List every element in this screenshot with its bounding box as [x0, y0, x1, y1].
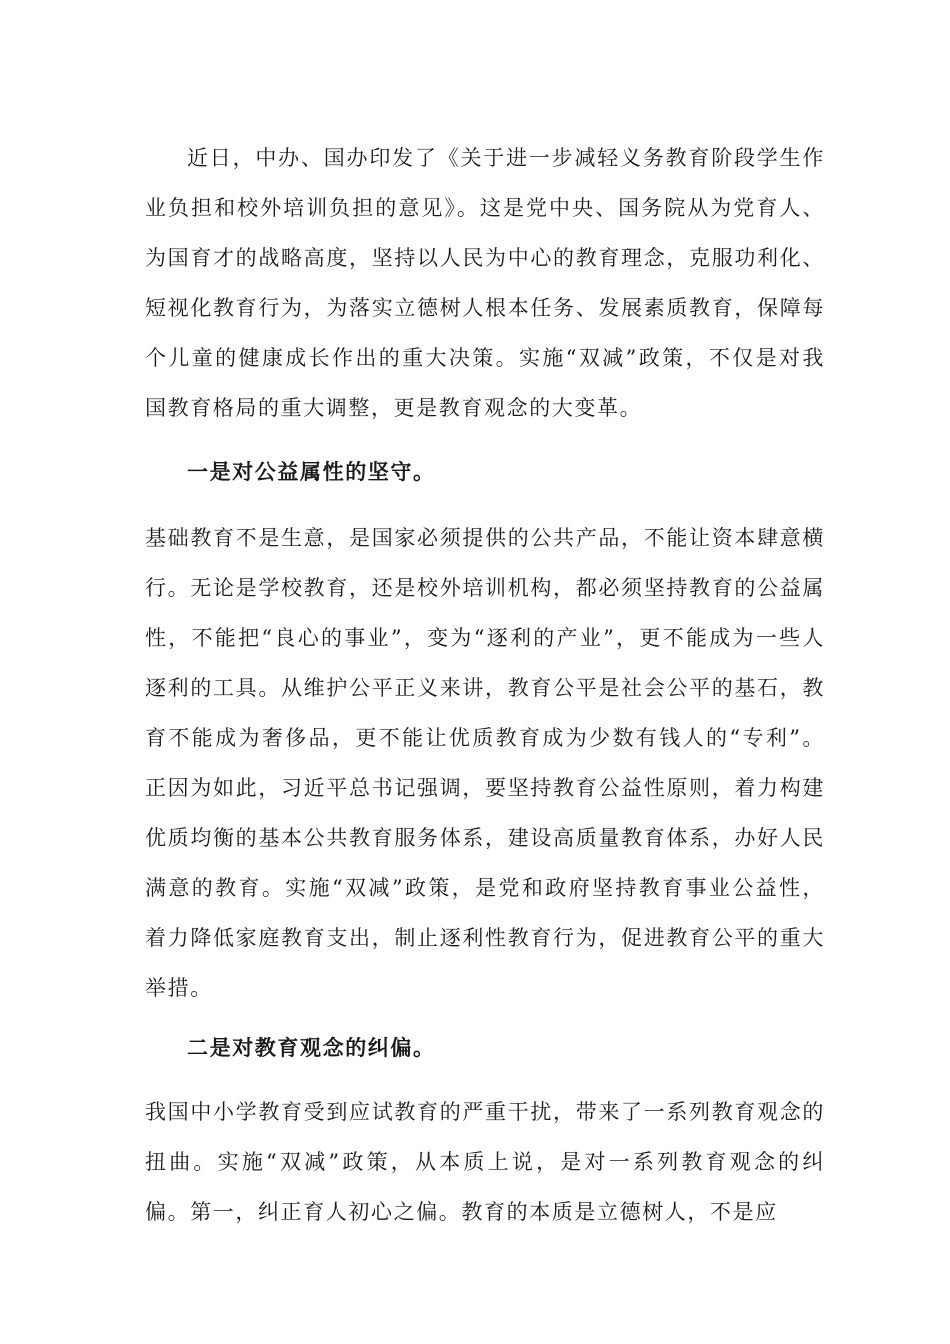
section-2-paragraph: 我国中小学教育受到应试教育的严重干扰，带来了一系列教育观念的扭曲。实施“双减”政策，从本质上说，是对一系列教育观念的纠偏。第一，纠正育人初心之偏。教育的本质是立德树人，不是应 [145, 1100, 825, 1224]
section-1-paragraph: 基础教育不是生意，是国家必须提供的公共产品，不能让资本肆意横行。无论是学校教育，还是校外培训机构，都必须坚持教育的公益属性，不能把“良心的事业”，变为“逐利的产业”，更不能成为一些人逐利的工具。从维护公平正义来讲，教育公平是社会公平的基石，教育不能成为奢侈品，更不能让优质教育成为少数有钱人的“专利”。正因为如此，习近平总书记强调，要坚持教育公益性原则，着力构建优质均衡的基本公共教育服务体系，建设高质量教育体系，办好人民满意的教育。实施“双减”政策，是党和政府坚持教育事业公益性，着力降低家庭教育支出，制止逐利性教育行为，促进教育公平的重大举措。 [145, 526, 825, 1000]
intro-paragraph: 近日，中办、国办印发了《关于进一步减轻义务教育阶段学生作业负担和校外培训负担的意见》。这是党中央、国务院从为党育人、为国育才的战略高度，坚持以人民为中心的教育理念，克服功利化、短视化教育行为，为落实立德树人根本任务、发展素质教育，保障每个儿童的健康成长作出的重大决策。实施“双减”政策，不仅是对我国教育格局的重大调整，更是教育观念的大变革。 [145, 146, 825, 420]
document-body [145, 133, 825, 1237]
section-1-heading: 一是对公益属性的坚守。 [187, 459, 436, 484]
section-2-heading: 二是对教育观念的纠偏。 [187, 1035, 436, 1060]
